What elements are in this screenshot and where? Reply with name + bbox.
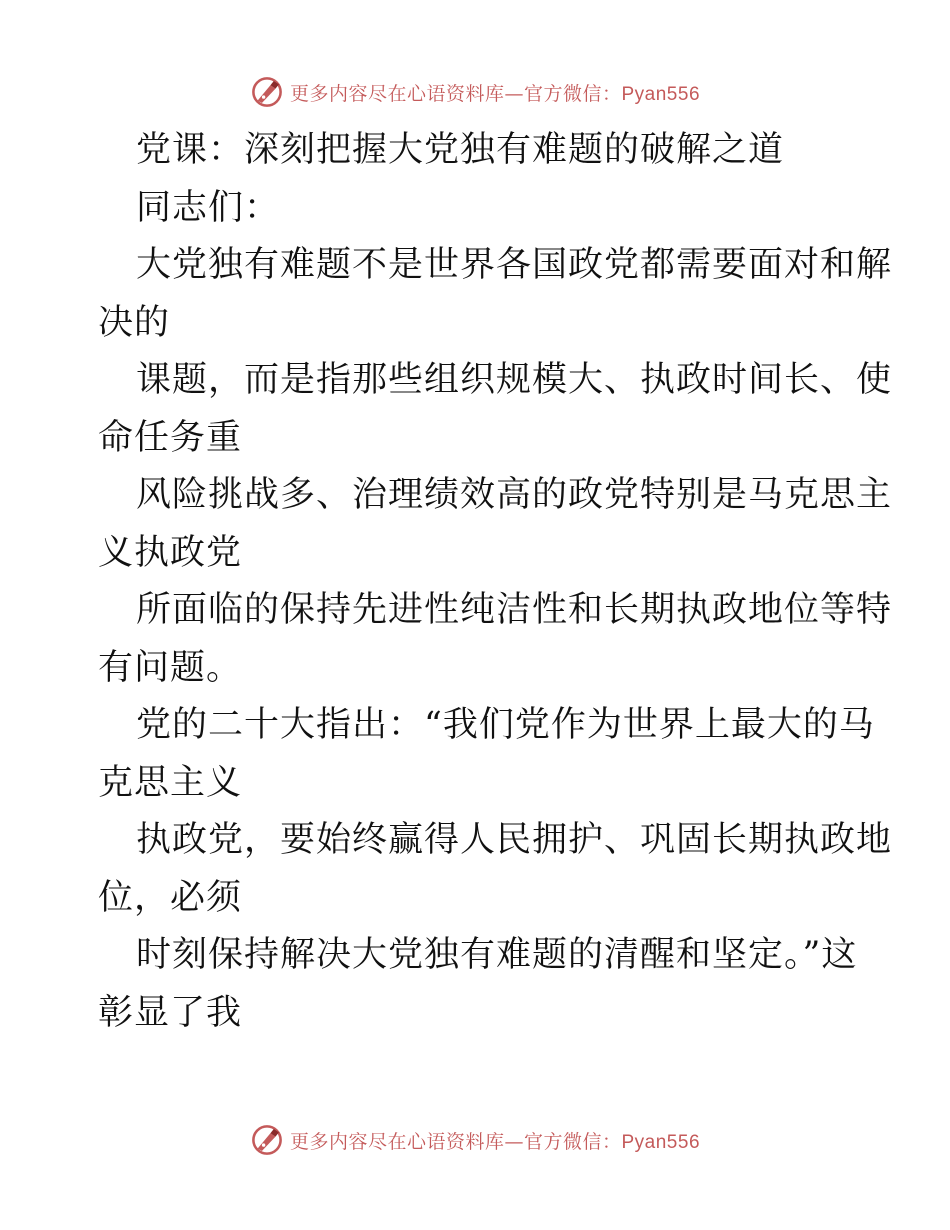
watermark-dash: — (504, 1130, 524, 1153)
watermark-library-name: 更多内容尽在心语资料库 (289, 1130, 505, 1153)
greeting: 同志们： (136, 187, 281, 228)
paragraph-line: 时刻保持解决大党独有难题的清醒和坚定。”这 (136, 935, 858, 975)
paragraph-line: 决的 (98, 302, 171, 343)
paragraph-line: 课题，而是指那些组织规模大、执政时间长、使 (136, 360, 893, 400)
watermark-official-label: 官方微信： (523, 82, 622, 105)
pen-nib-logo-icon (250, 75, 284, 109)
watermark-text (290, 79, 700, 106)
document-body (98, 122, 893, 1042)
paragraph-line: 位，必须 (98, 877, 243, 918)
paragraph-line: 彰显了我 (98, 992, 243, 1033)
paragraph-line: 有问题。 (98, 647, 243, 688)
watermark-text (290, 1127, 700, 1154)
watermark-official-label: 官方微信： (523, 1130, 622, 1153)
watermark-library-name: 更多内容尽在心语资料库 (289, 82, 505, 105)
paragraph-line: 所面临的保持先进性纯洁性和长期执政地位等特 (136, 590, 893, 630)
paragraph-line: 风险挑战多、治理绩效高的政党特别是马克思主 (136, 475, 893, 515)
watermark-wechat-id: Pyan556 (621, 83, 701, 105)
document-title: 党课：深刻把握大党独有难题的破解之道 (136, 130, 785, 170)
watermark-dash: — (504, 82, 524, 105)
watermark-wechat-id: Pyan556 (621, 1131, 701, 1153)
paragraph-line: 大党独有难题不是世界各国政党都需要面对和解 (136, 245, 893, 285)
pen-nib-logo-icon (250, 1123, 284, 1157)
paragraph-line: 克思主义 (98, 762, 243, 803)
paragraph-line: 执政党，要始终赢得人民拥护、巩固长期执政地 (136, 820, 893, 860)
paragraph-line: 义执政党 (98, 532, 243, 573)
header-watermark (0, 72, 950, 112)
paragraph-line: 命任务重 (98, 417, 243, 458)
footer-watermark (0, 1120, 950, 1160)
paragraph-line: 党的二十大指出：“我们党作为世界上最大的马 (136, 705, 875, 745)
